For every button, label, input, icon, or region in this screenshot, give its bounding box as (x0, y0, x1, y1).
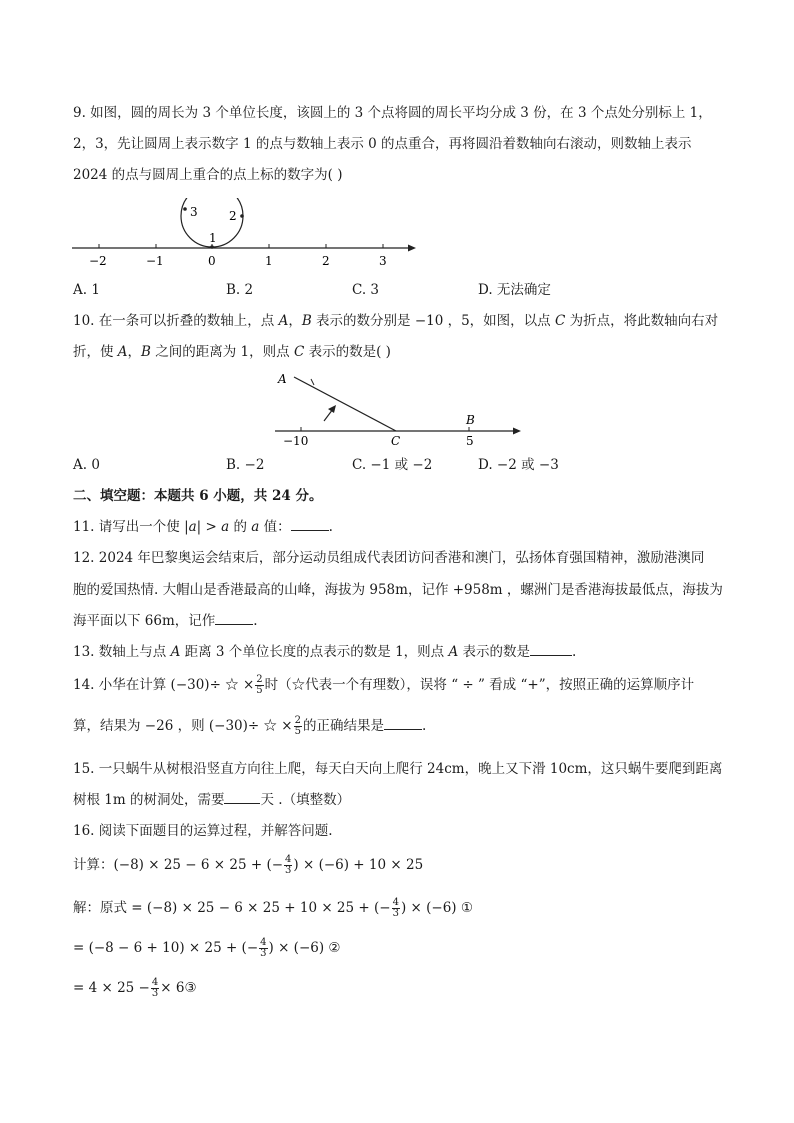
q16-fraction: $\frac{4}{3}$ (151, 977, 159, 999)
q10-folded-number-line-figure (270, 365, 530, 450)
q9-circle-label-3: 3 (190, 205, 198, 219)
q9-circle-label-1: 1 (209, 231, 217, 245)
q9-option-b[interactable]: B. 2 (226, 282, 254, 298)
q12-line3: 海平面以下 66m，记作 . (73, 613, 258, 629)
q16-fraction: $\frac{4}{3}$ (392, 897, 399, 919)
q12-answer-blank[interactable] (215, 611, 253, 625)
q9-tick--1: −1 (146, 254, 164, 268)
q14-line1: 14. 小华在计算 (−30)÷ ☆ × $\frac{2}{5}$ 时（☆代表一个有理数），误将 “ ÷ ” 看成 “+”，按照正确的运算顺序计 (73, 674, 695, 696)
q10-label-b: B (466, 413, 475, 427)
q15-line1: 15. 一只蜗牛从树根沿竖直方向往上爬，每天白天向上爬行 24cm，晚上又下滑 10cm，这只蜗牛要爬到距离 (73, 761, 723, 777)
q16-fraction: $\frac{4}{3}$ (285, 854, 292, 876)
q13-answer-blank[interactable] (530, 642, 572, 656)
q10-tick-5: 5 (466, 434, 474, 448)
q9-number-line-figure (60, 198, 440, 270)
q16-calc: 计算：(−8) × 25 − 6 × 25 + (− $\frac{4}{3}$ ) × (−6) + 10 × 25 (73, 854, 424, 876)
q9-line2: 2，3，先让圆周上表示数字 1 的点与数轴上表示 0 的点重合，再将圆沿着数轴向右滚动，则数轴上表示 (73, 136, 692, 152)
q10-option-c[interactable]: C. −1 或 −2 (352, 457, 433, 473)
q9-line3: 2024 的点与圆周上重合的点上标的数字为( ) (73, 167, 343, 183)
q11-line: 11. 请写出一个使 |a| > a 的 a 值： . (73, 519, 333, 535)
q16-solution-step1: 解：原式 = (−8) × 25 − 6 × 25 + 10 × 25 + (− $\frac{4}{3}$ ) × (−6) ① (73, 897, 473, 919)
q16-solution-step3: = 4 × 25 − $\frac{4}{3}$ × 6③ (73, 977, 197, 999)
q9-tick-0: 0 (208, 254, 216, 268)
q13-line: 13. 数轴上与点 A 距离 3 个单位长度的点表示的数是 1，则点 A 表示的数是 . (73, 644, 577, 660)
q10-option-d[interactable]: D. −2 或 −3 (478, 457, 559, 473)
q10-tick--10: −10 (283, 434, 309, 448)
q12-line1: 12. 2024 年巴黎奥运会结束后，部分运动员组成代表团访问香港和澳门，弘扬体育强国精神，激励港澳同 (73, 550, 705, 566)
q16-fraction: $\frac{4}{3}$ (260, 937, 267, 959)
q9-circle-label-2: 2 (229, 209, 237, 223)
q14-answer-blank[interactable] (384, 716, 422, 730)
q14-line2: 算，结果为 −26 ，则 (−30)÷ ☆ × $\frac{2}{5}$ 的正确结果是 . (73, 715, 427, 737)
q14-fraction: $\frac{2}{5}$ (294, 715, 301, 737)
q10-line2: 折，使 A，B 之间的距离为 1，则点 C 表示的数是( ) (73, 344, 391, 360)
q12-line2: 胞的爱国热情. 大帽山是香港最高的山峰，海拔为 958m，记作 +958m ，螺洲门是香港海拔最低点，海拔为 (73, 582, 723, 598)
q9-tick--2: −2 (89, 254, 107, 268)
q15-answer-blank[interactable] (224, 790, 260, 804)
q9-tick-1: 1 (265, 254, 273, 268)
q16-line1: 16. 阅读下面题目的运算过程，并解答问题. (73, 823, 333, 839)
q9-line1: 9. 如图，圆的周长为 3 个单位长度，该圆上的 3 个点将圆的周长平均分成 3 份，在 3 个点处分别标上 1， (73, 105, 712, 121)
section-fill-in-heading: 二、填空题：本题共 6 小题，共 24 分。 (73, 488, 323, 504)
q9-option-c[interactable]: C. 3 (352, 282, 380, 298)
q16-solution-step2: = (−8 − 6 + 10) × 25 + (− $\frac{4}{3}$ ) × (−6) ② (73, 937, 341, 959)
q9-tick-2: 2 (322, 254, 330, 268)
q11-answer-blank[interactable] (291, 517, 329, 531)
q15-line2: 树根 1m 的树洞处，需要 天 .（填整数） (73, 792, 351, 808)
q10-label-a: A (278, 372, 287, 386)
q10-line1: 10. 在一条可以折叠的数轴上，点 A，B 表示的数分别是 −10 ，5，如图，以点 C 为折点，将此数轴向右对 (73, 313, 719, 329)
q10-label-c: C (391, 434, 401, 448)
q9-option-d[interactable]: D. 无法确定 (478, 282, 551, 298)
q9-tick-3: 3 (379, 254, 387, 268)
q10-option-b[interactable]: B. −2 (226, 457, 265, 473)
q9-option-a[interactable]: A. 1 (73, 282, 100, 298)
q14-fraction: $\frac{2}{5}$ (256, 674, 263, 696)
q10-option-a[interactable]: A. 0 (73, 457, 100, 473)
